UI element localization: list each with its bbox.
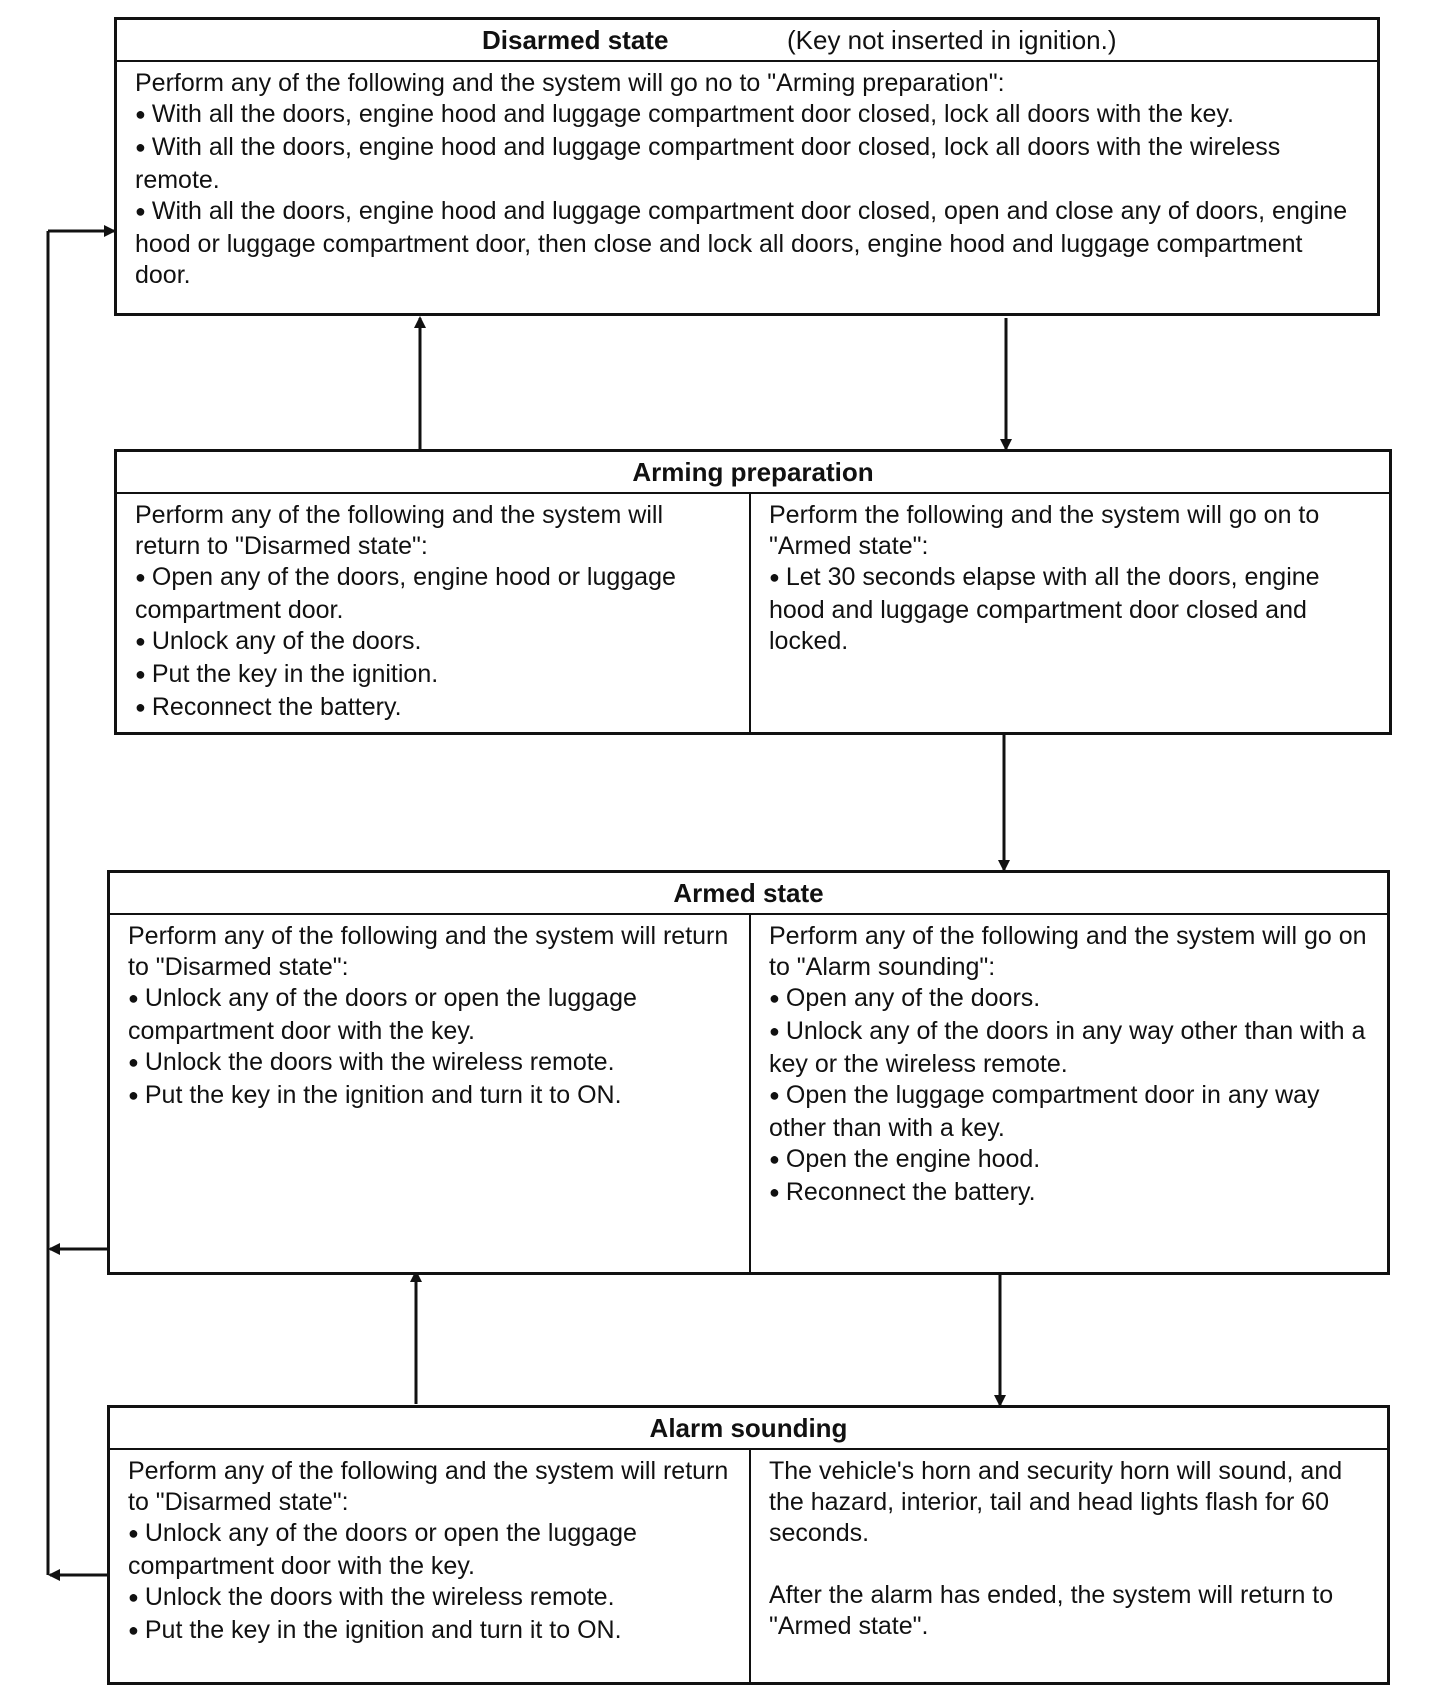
arming-left-intro: Perform any of the following and the system will return to "Disarmed state": (135, 501, 664, 560)
armed-right-item: ● Open the luggage compartment door in any way other than with a key. (769, 1080, 1371, 1144)
arming-preparation-header (117, 452, 1389, 494)
arming-left-item: ● Unlock any of the doors. (135, 626, 733, 659)
alarm-left-column (110, 1450, 751, 1684)
alarm-left-intro: Perform any of the following and the system will return to "Disarmed state": (128, 1457, 729, 1516)
alarm-sounding-title: Alarm sounding (649, 1412, 848, 1443)
armed-right-column (751, 915, 1387, 1274)
disarmed-item: ● With all the doors, engine hood and luggage compartment door closed, lock all doors with the key. (135, 99, 1359, 132)
disarmed-state-box (114, 17, 1380, 316)
disarmed-state-header (117, 20, 1377, 62)
armed-right-item: ● Open any of the doors. (769, 983, 1371, 1016)
disarmed-state-note: (Key not inserted in ignition.) (787, 24, 1117, 55)
alarm-left-item: ● Put the key in the ignition and turn it to ON. (128, 1615, 733, 1648)
armed-left-intro: Perform any of the following and the system will return to "Disarmed state": (128, 922, 729, 981)
arming-left-item: ● Open any of the doors, engine hood or luggage compartment door. (135, 562, 733, 626)
arming-left-item: ● Put the key in the ignition. (135, 659, 733, 692)
armed-right-intro: Perform any of the following and the system will go on to "Alarm sounding": (769, 922, 1367, 981)
armed-left-item: ● Unlock the doors with the wireless remote. (128, 1047, 733, 1080)
disarmed-intro: Perform any of the following and the system will go no to "Arming preparation": (135, 69, 1005, 97)
alarm-right-paragraph-1: The vehicle's horn and security horn will sound, and the hazard, interior, tail and head lights flash for 60 seconds. (769, 1457, 1343, 1547)
arming-left-column (117, 494, 751, 734)
alarm-sounding-box (107, 1405, 1390, 1685)
disarmed-state-body (117, 62, 1377, 291)
arming-right-column (751, 494, 1389, 734)
disarmed-state-title: Disarmed state (482, 24, 669, 55)
disarmed-item: ● With all the doors, engine hood and luggage compartment door closed, lock all doors with the wireless remote. (135, 132, 1359, 196)
armed-state-box (107, 870, 1390, 1275)
armed-state-header (110, 873, 1387, 915)
alarm-right-column (751, 1450, 1387, 1684)
arming-left-item: ● Reconnect the battery. (135, 692, 733, 725)
armed-right-item: ● Unlock any of the doors in any way other than with a key or the wireless remote. (769, 1016, 1371, 1080)
arming-preparation-box (114, 449, 1392, 735)
alarm-left-item: ● Unlock any of the doors or open the luggage compartment door with the key. (128, 1518, 733, 1582)
disarmed-item: ● With all the doors, engine hood and luggage compartment door closed, open and close any of doors, engine hood or luggage compartment door, then close and lock all doors, engine hood and luggage compartment door. (135, 196, 1359, 291)
arming-right-intro: Perform the following and the system will go on to "Armed state": (769, 501, 1320, 560)
armed-left-item: ● Unlock any of the doors or open the luggage compartment door with the key. (128, 983, 733, 1047)
armed-left-column (110, 915, 751, 1274)
alarm-right-paragraph-2: After the alarm has ended, the system will return to "Armed state". (769, 1581, 1334, 1640)
armed-right-item: ● Open the engine hood. (769, 1144, 1371, 1177)
armed-left-item: ● Put the key in the ignition and turn it to ON. (128, 1080, 733, 1113)
alarm-left-item: ● Unlock the doors with the wireless remote. (128, 1582, 733, 1615)
arming-right-item: ● Let 30 seconds elapse with all the doors, engine hood and luggage compartment door closed and locked. (769, 562, 1373, 657)
paragraph-gap (769, 1549, 1371, 1580)
arming-preparation-title: Arming preparation (632, 456, 874, 487)
armed-state-title: Armed state (673, 877, 824, 908)
armed-right-item: ● Reconnect the battery. (769, 1177, 1371, 1210)
alarm-sounding-header (110, 1408, 1387, 1450)
